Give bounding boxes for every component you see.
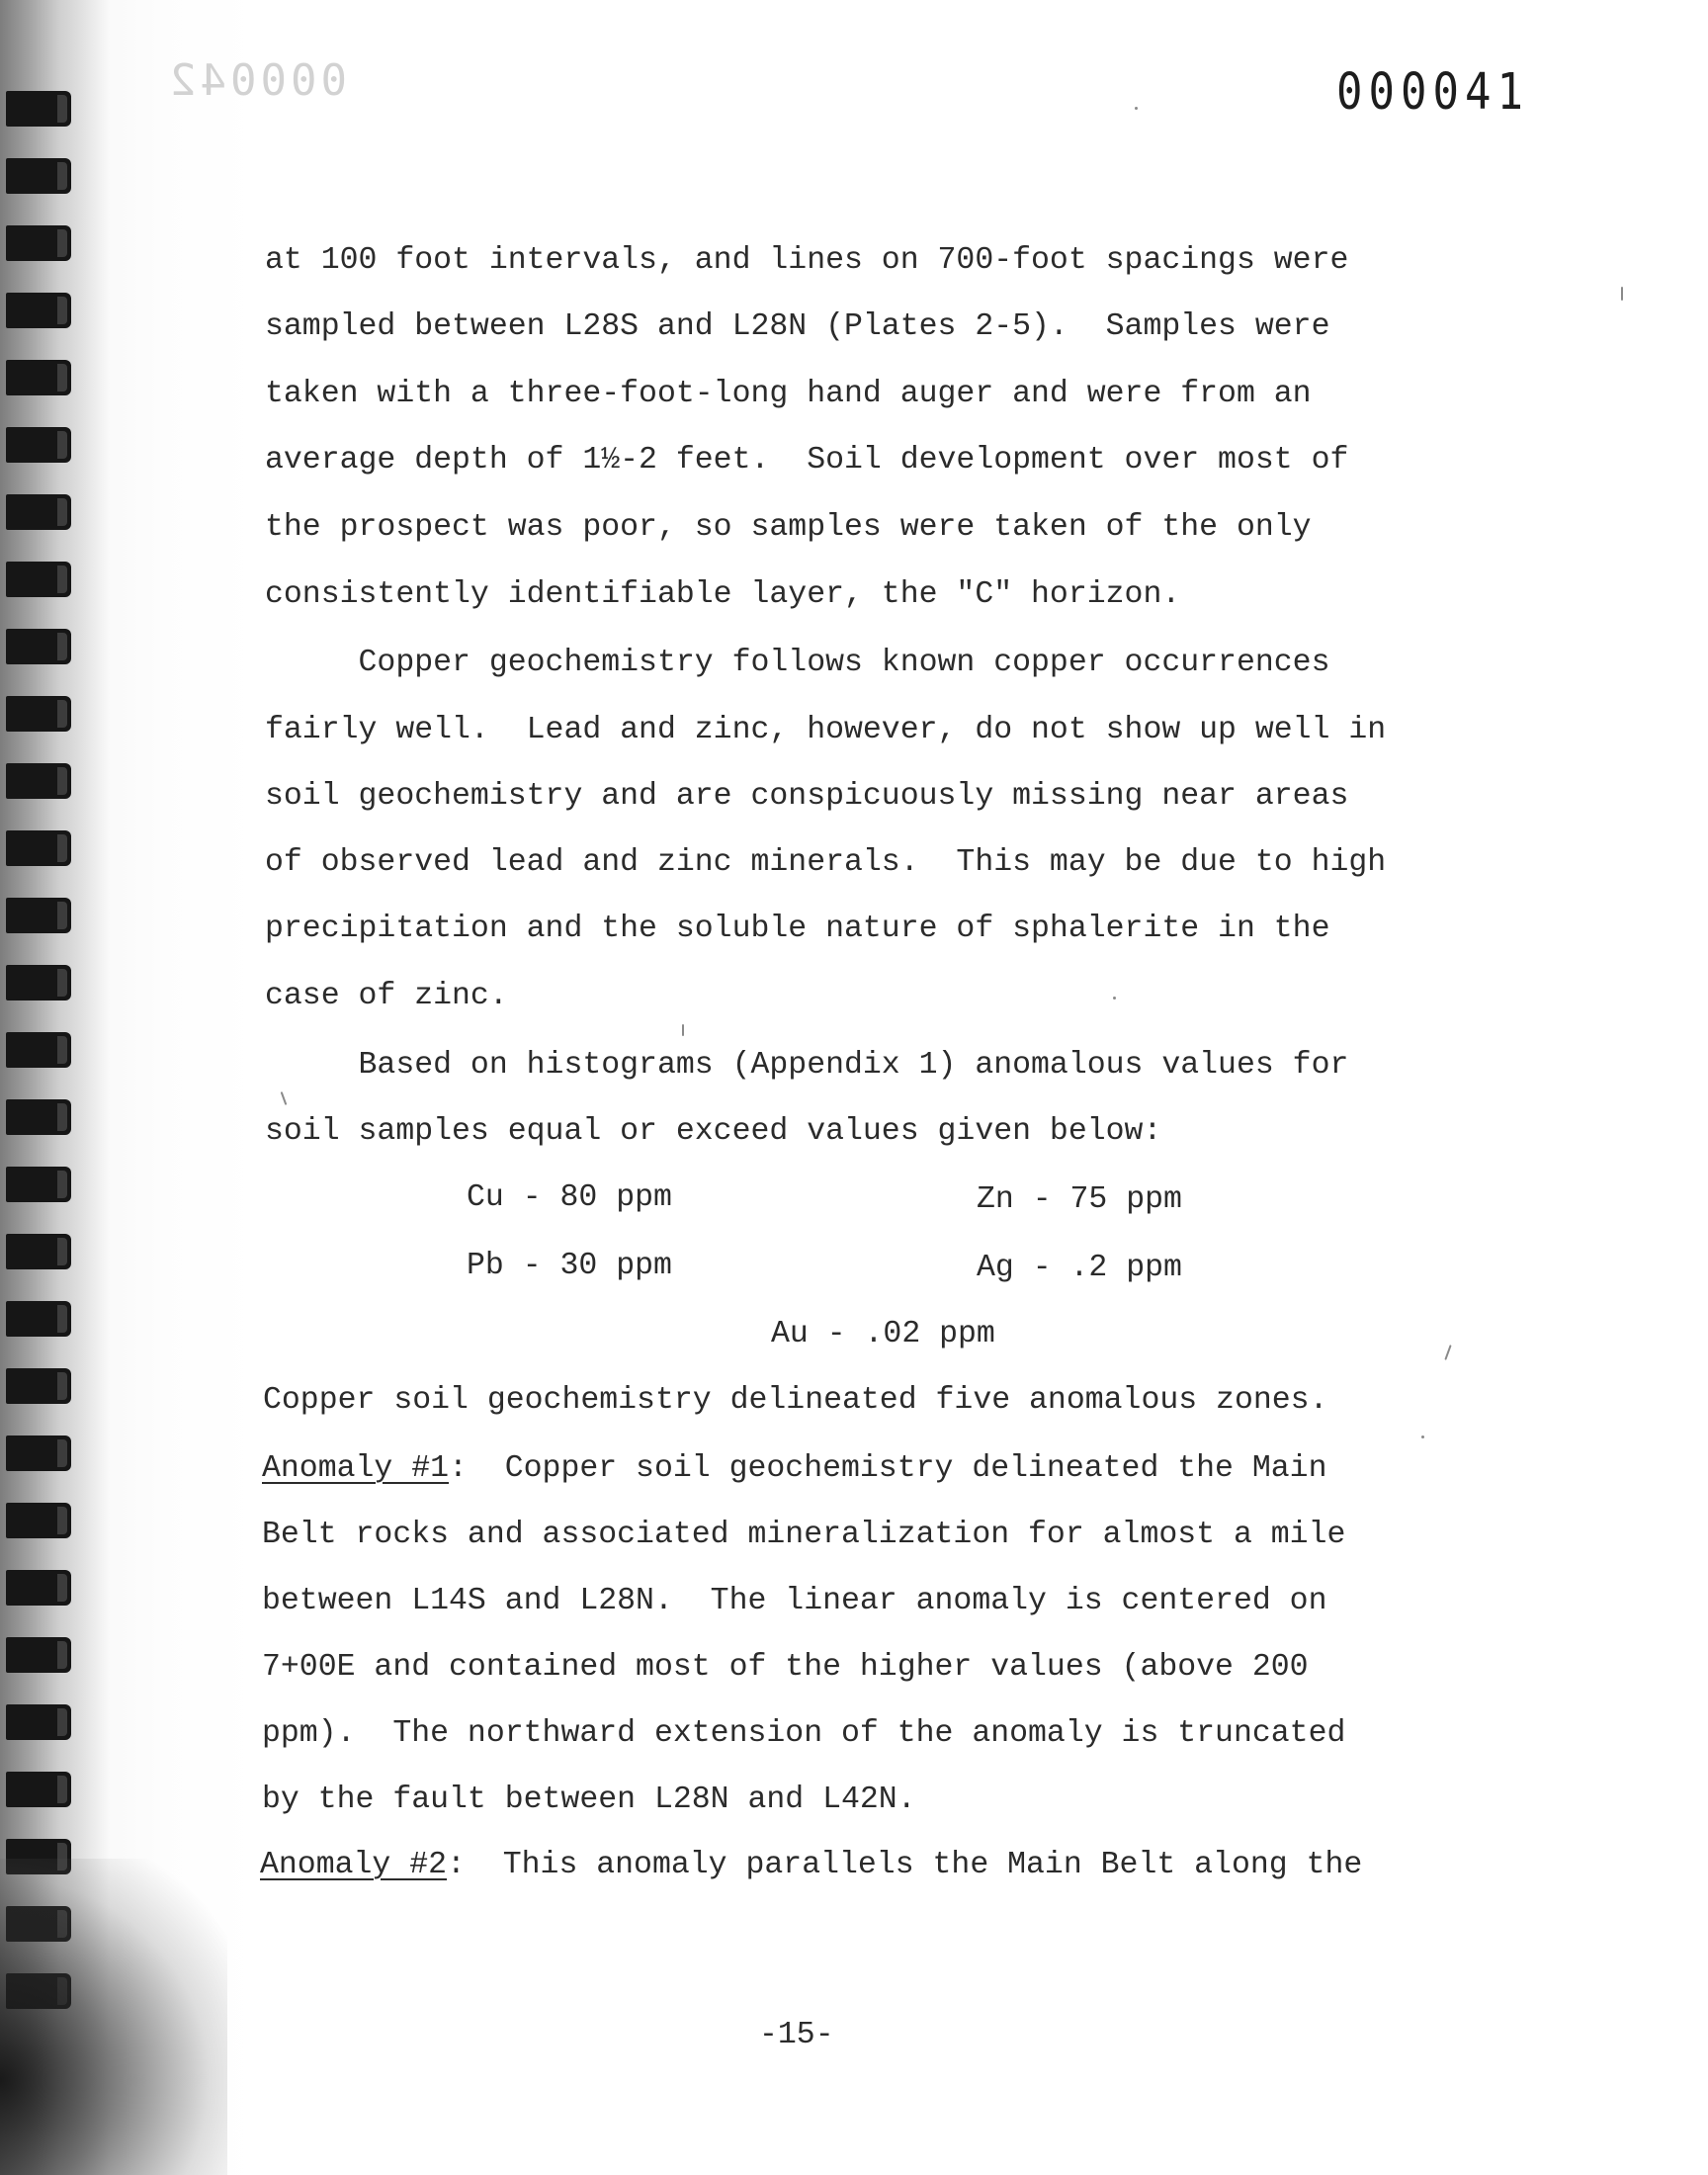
binding-tooth xyxy=(6,1368,71,1404)
anomaly-1-text: : Copper soil geochemistry delineated the Main xyxy=(449,1451,1327,1486)
text-line: consistently identifiable layer, the "C" horizon. xyxy=(265,577,1181,612)
anomaly-1-line xyxy=(262,1453,1326,1485)
text-line: sampled between L28S and L28N (Plates 2-5). Samples were xyxy=(265,309,1330,344)
scan-speck xyxy=(1113,997,1116,1000)
binding-tooth xyxy=(6,225,71,261)
binding-tooth xyxy=(6,1570,71,1606)
text-line: fairly well. Lead and zinc, however, do not show up well in xyxy=(265,713,1387,747)
text-line: Belt rocks and associated mineralization for almost a mile xyxy=(262,1518,1346,1552)
binding-tooth xyxy=(6,763,71,799)
binding-tooth xyxy=(6,965,71,1000)
binding-tooth xyxy=(6,158,71,194)
document-number: 000041 xyxy=(1336,63,1529,122)
scan-speck xyxy=(1135,107,1138,110)
scan-speck xyxy=(281,1091,288,1105)
scan-speck xyxy=(1621,287,1623,301)
binding-tooth xyxy=(6,1503,71,1538)
binding-tooth xyxy=(6,830,71,866)
text-line: Based on histograms (Appendix 1) anomalous values for xyxy=(265,1048,1349,1083)
page-number: -15- xyxy=(759,2018,834,2052)
binding-tooth xyxy=(6,696,71,732)
binding-tooth xyxy=(6,293,71,328)
binding-tooth xyxy=(6,1704,71,1740)
anomaly-1-heading: Anomaly #1 xyxy=(262,1451,450,1486)
binding-tooth xyxy=(6,91,71,127)
binding-tooth xyxy=(6,629,71,664)
text-line: average depth of 1½-2 feet. Soil development over most of xyxy=(265,443,1349,478)
anomaly-2-heading: Anomaly #2 xyxy=(260,1848,448,1882)
binding-tooth xyxy=(6,494,71,530)
threshold-cu: Cu - 80 ppm xyxy=(467,1180,672,1215)
text-line: the prospect was poor, so samples were taken of the only xyxy=(265,510,1312,545)
binding-tooth xyxy=(6,1167,71,1202)
text-line: by the fault between L28N and L42N. xyxy=(262,1783,916,1817)
binding-tooth xyxy=(6,1637,71,1673)
text-line: between L14S and L28N. The linear anomaly is centered on xyxy=(262,1584,1327,1618)
binding-tooth xyxy=(6,1234,71,1269)
text-line: Copper geochemistry follows known copper occurrences xyxy=(265,646,1330,680)
threshold-pb: Pb - 30 ppm xyxy=(467,1249,672,1283)
binding-tooth xyxy=(6,427,71,463)
binding-tooth xyxy=(6,1301,71,1337)
text-line: soil samples equal or exceed values given below: xyxy=(265,1114,1162,1149)
scan-speck xyxy=(1444,1345,1451,1360)
text-line: ppm). The northward extension of the anomaly is truncated xyxy=(262,1716,1346,1751)
binding-tooth xyxy=(6,1436,71,1471)
text-line: Copper soil geochemistry delineated five anomalous zones. xyxy=(263,1383,1328,1418)
ghost-page-number: 000042 xyxy=(166,55,347,106)
anomaly-2-text: : This anomaly parallels the Main Belt along the xyxy=(447,1848,1363,1882)
binding-tooth xyxy=(6,1772,71,1807)
threshold-ag: Ag - .2 ppm xyxy=(977,1251,1182,1285)
scan-speck xyxy=(1421,1436,1424,1438)
binding-tooth xyxy=(6,360,71,395)
binding-tooth xyxy=(6,562,71,597)
text-line: at 100 foot intervals, and lines on 700-foot spacings were xyxy=(265,243,1349,278)
text-line: of observed lead and zinc minerals. This may be due to high xyxy=(265,845,1387,880)
anomaly-2-line xyxy=(260,1850,1362,1881)
binding-tooth xyxy=(6,1099,71,1135)
scan-speck xyxy=(682,1024,684,1036)
text-line: 7+00E and contained most of the higher values (above 200 xyxy=(262,1650,1309,1685)
threshold-au: Au - .02 ppm xyxy=(771,1317,995,1351)
threshold-zn: Zn - 75 ppm xyxy=(977,1182,1182,1217)
binding-tooth xyxy=(6,898,71,933)
binding-shadow xyxy=(0,1859,227,2175)
text-line: taken with a three-foot-long hand auger and were from an xyxy=(265,377,1312,411)
binding-tooth xyxy=(6,1032,71,1068)
text-line: soil geochemistry and are conspicuously missing near areas xyxy=(265,779,1349,814)
text-line: case of zinc. xyxy=(265,979,508,1013)
text-line: precipitation and the soluble nature of sphalerite in the xyxy=(265,912,1330,946)
